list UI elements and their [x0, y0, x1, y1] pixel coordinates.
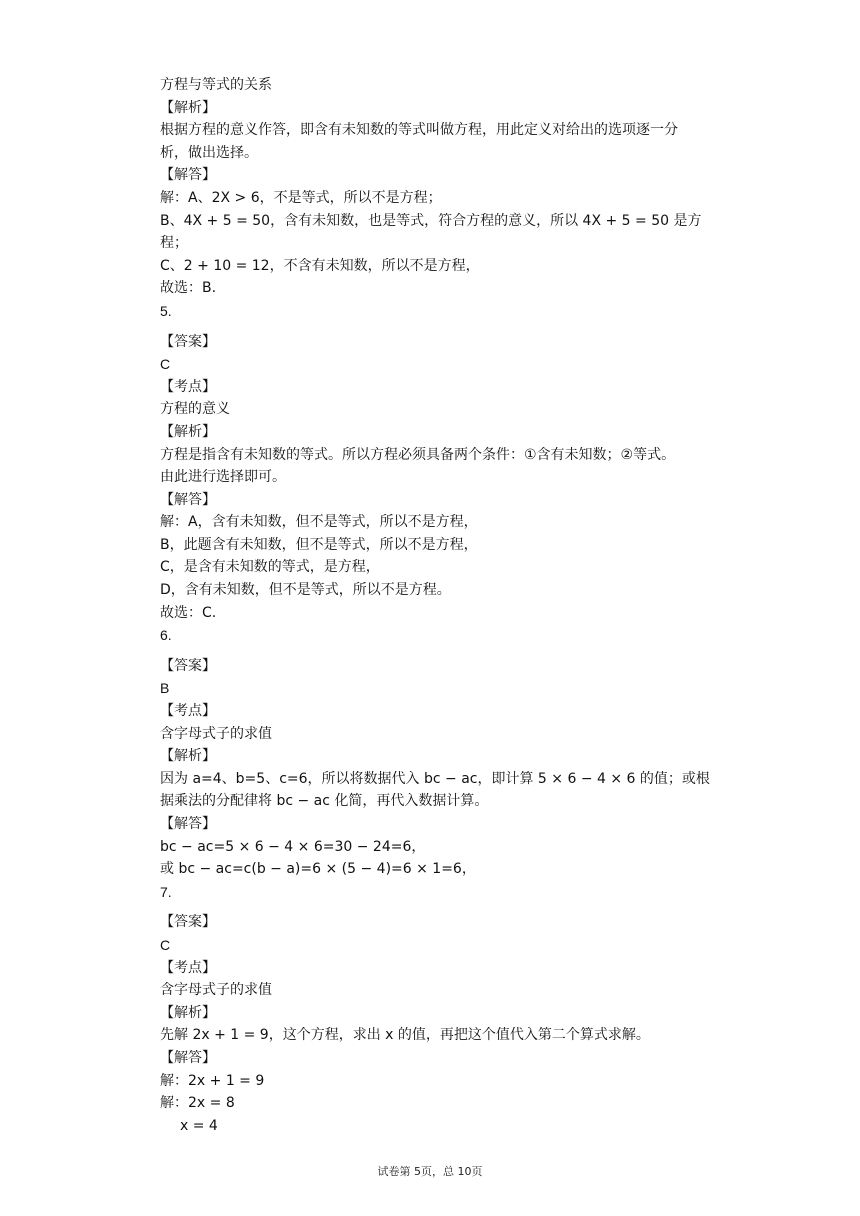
text-line: D，含有未知数，但不是等式，所以不是方程。 — [160, 582, 451, 599]
section-heading: 【答案】 — [160, 914, 216, 931]
section-heading: 【解答】 — [160, 816, 216, 832]
answer-value: C — [160, 356, 171, 373]
section-heading: 【考点】 — [160, 378, 216, 395]
text-line: 析，做出选择。 — [160, 144, 258, 161]
answer-value: B — [160, 680, 170, 697]
text-line: C，是含有未知数的等式，是方程， — [160, 559, 380, 576]
question-number: 6. — [160, 627, 172, 644]
section-heading: 【答案】 — [160, 333, 216, 350]
text-line: bc − ac=5 × 6 − 4 × 6=30 − 24=6， — [160, 838, 426, 855]
text-line: 程； — [160, 235, 188, 252]
question-number: 7. — [160, 883, 172, 900]
page-footer: 试卷第 5页，总 10页 — [377, 1165, 483, 1178]
section-heading: 【解答】 — [160, 1049, 216, 1066]
section-heading: 【考点】 — [160, 959, 216, 976]
text-line: 解：A，含有未知数，但不是等式，所以不是方程， — [160, 514, 478, 531]
section-heading: 【解析】 — [160, 423, 216, 440]
text-line: 据乘法的分配律将 bc − ac 化简，再代入数据计算。 — [160, 793, 489, 810]
text-line: 或 bc − ac=c(b − a)=6 × (5 − 4)=6 × 1=6， — [160, 861, 476, 878]
text-line: 解：2x + 1 = 9 — [160, 1072, 265, 1089]
text-line: 解：2x = 8 — [160, 1095, 235, 1112]
text-line: B，此题含有未知数，但不是等式，所以不是方程， — [160, 536, 478, 553]
text-line: C、2 + 10 = 12，不含有未知数，所以不是方程， — [160, 257, 480, 274]
section-heading: 【解析】 — [160, 99, 216, 116]
text-line: 因为 a=4、b=5、c=6，所以将数据代入 bc − ac，即计算 5 × 6 − 4 × 6 的值；或根 — [160, 770, 710, 787]
text-line: 根据方程的意义作答，即含有未知数的等式叫做方程，用此定义对给出的选项逐一分 — [160, 122, 678, 139]
section-heading: 【解析】 — [160, 748, 216, 765]
section-heading: 【解答】 — [160, 167, 216, 184]
text-line: 方程的意义 — [160, 401, 230, 418]
section-heading: 【答案】 — [160, 657, 216, 674]
text-line: x = 4 — [180, 1117, 218, 1134]
text-line: 方程与等式的关系 — [160, 77, 272, 93]
text-line: 故选：B. — [160, 280, 217, 297]
text-line: 故选：C. — [160, 604, 217, 621]
text-line: B、4X + 5 = 50，含有未知数，也是等式，符合方程的意义，所以 4X + 5 = 50 是方 — [160, 212, 702, 229]
text-line: 由此进行选择即可。 — [160, 469, 286, 486]
answer-value: C — [160, 936, 171, 953]
document-body — [160, 74, 730, 1137]
section-heading: 【考点】 — [160, 703, 216, 720]
question-number: 5. — [160, 302, 172, 319]
text-line: 含字母式子的求值 — [160, 725, 272, 742]
section-heading: 【解答】 — [160, 491, 216, 508]
section-heading: 【解析】 — [160, 1004, 216, 1021]
text-line: 解：A、2X > 6，不是等式，所以不是方程； — [160, 189, 442, 206]
text-line: 方程是指含有未知数的等式。所以方程必须具备两个条件：①含有未知数；②等式。 — [160, 446, 676, 463]
text-line: 含字母式子的求值 — [160, 982, 272, 999]
text-line: 先解 2x + 1 = 9，这个方程，求出 x 的值，再把这个值代入第二个算式求解。 — [160, 1027, 650, 1044]
